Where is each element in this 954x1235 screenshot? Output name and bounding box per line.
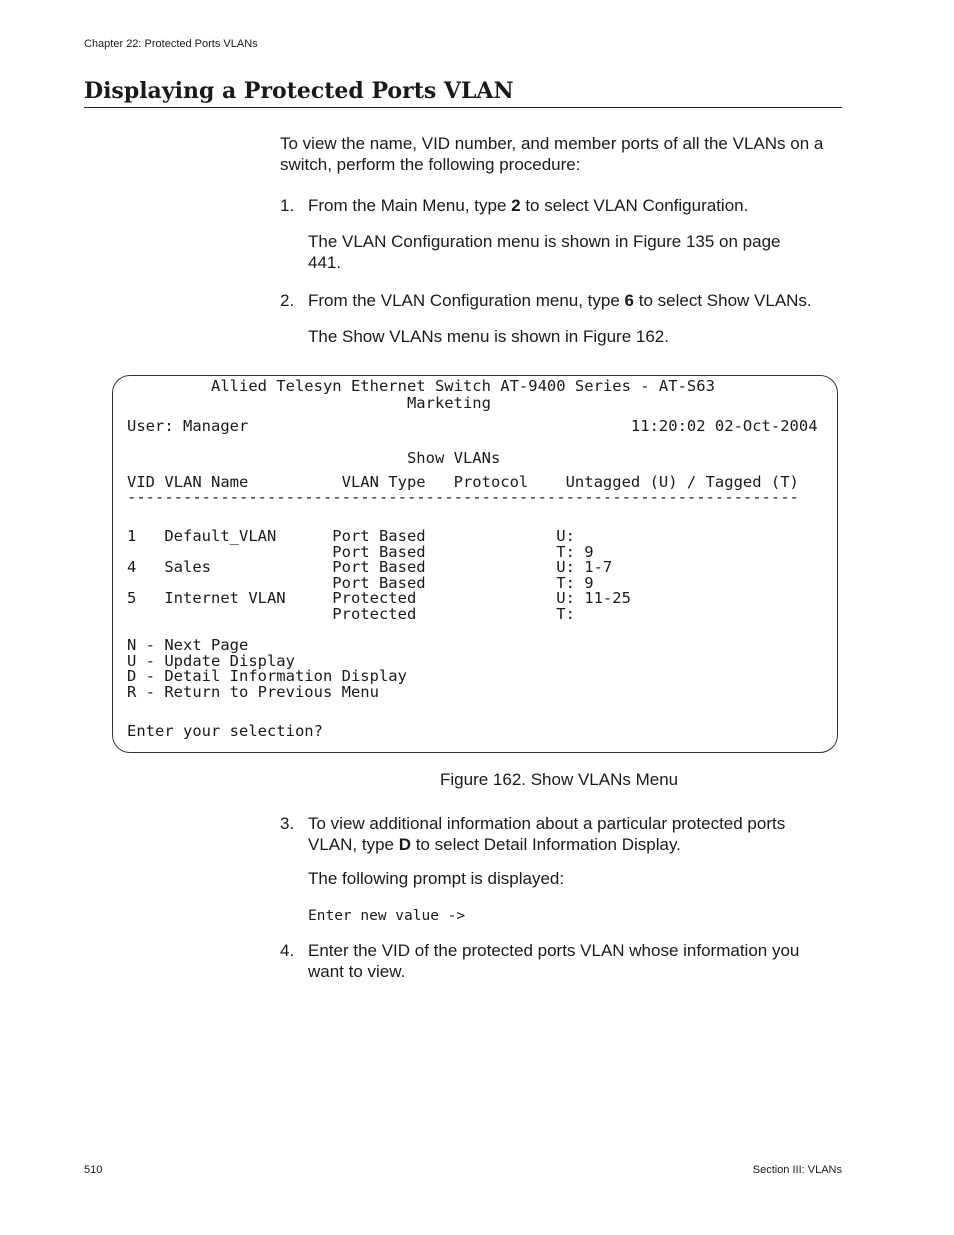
screen-line: Show VLANs: [127, 449, 501, 467]
prompt-text: Enter new value ->: [308, 908, 466, 924]
screen-line: User: Manager 11:20:02 02-Oct-2004: [127, 417, 818, 435]
screen-line: 1 Default_VLAN Port Based U:: [127, 527, 575, 545]
screen-line: 5 Internet VLAN Protected U: 11-25: [127, 589, 631, 607]
screen-line: U - Update Display: [127, 652, 295, 670]
screen-line: 4 Sales Port Based U: 1-7: [127, 558, 613, 576]
screen-line: R - Return to Previous Menu: [127, 683, 379, 701]
screen-line: VID VLAN Name VLAN Type Protocol Untagged (U) / Tagged (T): [127, 473, 799, 491]
step-number: 2.: [280, 291, 295, 310]
step-number: 4.: [280, 941, 295, 960]
screen-line: Allied Telesyn Ethernet Switch AT-9400 Series - AT-S63: [127, 377, 715, 395]
step-text: From the Main Menu, type 2 to select VLAN Configuration.: [308, 196, 749, 215]
key-label: D: [398, 835, 411, 854]
screen-line: Marketing: [127, 394, 491, 412]
step-1-note: The VLAN Configuration menu is shown in Figure 135 on page 441.: [308, 232, 781, 272]
page-title: Displaying a Protected Ports VLAN: [84, 78, 842, 108]
section-footer: Section III: VLANs: [752, 1164, 842, 1176]
screen-line: Port Based T: 9: [127, 574, 594, 592]
screen-line: Port Based T: 9: [127, 543, 594, 561]
key-label: 6: [624, 291, 635, 310]
key-label: 2: [511, 196, 521, 215]
step-number: 1.: [280, 196, 295, 215]
screen-line: D - Detail Information Display: [127, 667, 407, 685]
step-3-note: The following prompt is displayed:: [308, 869, 565, 888]
screen-line: Enter your selection?: [127, 722, 323, 740]
screen-line: N - Next Page: [127, 636, 249, 654]
intro-paragraph: To view the name, VID number, and member ports of all the VLANs on a switch, perform the following procedure:: [280, 134, 824, 174]
step-text: Enter the VID of the protected ports VLAN whose information you want to view.: [308, 941, 800, 981]
page-number: 510: [84, 1164, 103, 1176]
chapter-header: Chapter 22: Protected Ports VLANs: [84, 38, 258, 50]
step-text: From the VLAN Configuration menu, type 6 to select Show VLANs.: [308, 291, 812, 310]
figure-caption: Figure 162. Show VLANs Menu: [440, 770, 679, 789]
step-text: To view additional information about a particular protected ports VLAN, type D to select Detail Information Display.: [308, 814, 786, 854]
step-2-note: The Show VLANs menu is shown in Figure 162.: [308, 327, 669, 346]
screen-line: ------------------------------------------------------------------------: [127, 488, 799, 506]
step-number: 3.: [280, 814, 295, 833]
screen-line: Protected T:: [127, 605, 575, 623]
